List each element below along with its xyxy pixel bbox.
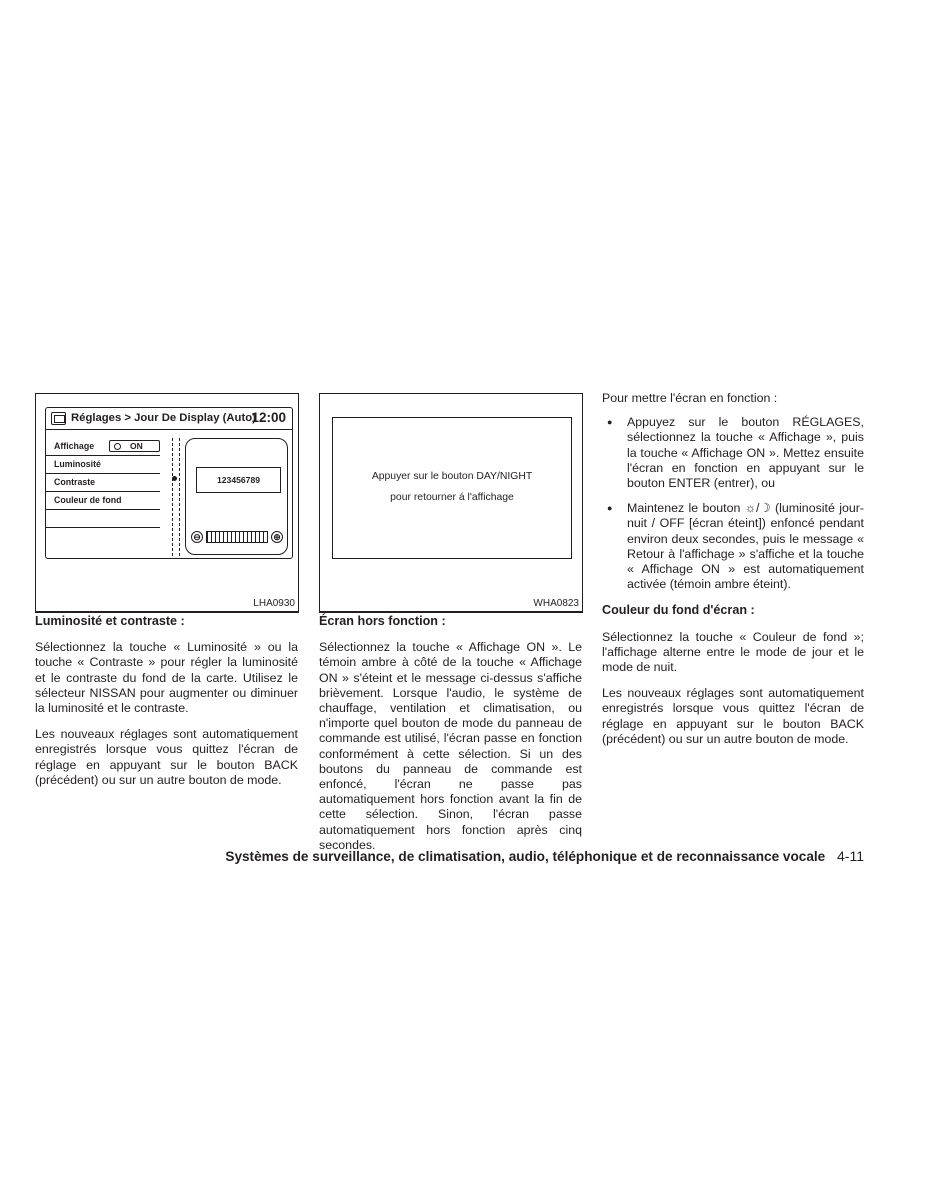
paragraph: Sélectionnez la touche « Affichage ON ». Le témoin ambre à côté de la touche « Affichage ON » s'éteint et le message ci-dessus s'affiche brièvement. Lorsque l'audio, le système de chauffage, ventilation et climatisation, ou n'importe quel bouton de mode du panneau de commande est utilisé, l'écran passe en fonction conformément à cette sélection. Si un des boutons du panneau de commande est enfoncé, l'écran ne passe pas automatiquement hors fonction avant la fin de cette sélection. Sinon, l'écran passe automatiquement hors fonction après cinq secondes. xyxy=(319,640,582,852)
column-3 xyxy=(602,391,864,758)
section-heading: Luminosité et contraste : xyxy=(35,614,185,628)
message-line-2: pour retourner á l'affichage xyxy=(390,492,514,503)
column-1 xyxy=(35,614,298,799)
preview-panel xyxy=(185,438,288,555)
page-footer xyxy=(225,848,864,864)
settings-icon xyxy=(51,412,66,425)
figure-code: LHA0930 xyxy=(253,598,295,609)
screen-header-title: Réglages > Jour De Display (Auto) xyxy=(71,412,256,424)
screen-header xyxy=(46,408,292,430)
menu-item-affichage: Affichage ON xyxy=(46,437,160,456)
brightness-slider xyxy=(191,531,281,543)
toggle-indicator-icon xyxy=(114,443,121,450)
message-screen-illustration xyxy=(332,417,572,559)
scroll-dial xyxy=(172,438,180,556)
minus-icon: ⊖ xyxy=(191,531,203,543)
paragraph: Les nouveaux réglages sont automatiquement enregistrés lorsque vous quittez l'écran de réglage en appuyant sur le bouton BACK (précédent) ou sur un autre bouton de mode. xyxy=(35,727,298,787)
figure-rule xyxy=(319,611,582,612)
menu-item-luminosite: Luminosité xyxy=(46,455,160,474)
list-item: ● Maintenez le bouton ☼/☽ (luminosité jour-nuit / OFF [écran éteint]) enfoncé pendant environ deux secondes, puis le message « Retour à l'affichage » s'affiche et la touche « Affichage ON » est automatiquement activée (témoin ambre éteint). xyxy=(602,501,864,592)
screen-clock: 12:00 xyxy=(251,410,286,425)
section-heading: Écran hors fonction : xyxy=(319,614,446,628)
figure-code: WHA0823 xyxy=(533,598,579,609)
list-item: ● Appuyez sur le bouton RÉGLAGES, sélectionnez la touche « Affichage », puis la touche « Affichage ON ». Mettez ensuite l'écran en fonction en appuyant sur le bouton ENTER (entrer), ou xyxy=(602,415,864,491)
paragraph: Sélectionnez la touche « Luminosité » ou la touche « Contraste » pour régler la luminosité et le contraste du fond de la carte. Utilisez le sélecteur NISSAN pour augmenter ou diminuer la luminosité et le contraste. xyxy=(35,640,298,716)
paragraph: Pour mettre l'écran en fonction : xyxy=(602,391,778,405)
preview-number: 123456789 xyxy=(196,467,281,493)
paragraph: Les nouveaux réglages sont automatiquement enregistrés lorsque vous quittez l'écran de réglage en appuyant sur le bouton BACK (précédent) ou sur un autre bouton de mode. xyxy=(602,686,864,746)
on-toggle: ON xyxy=(109,440,160,452)
footer-title: Systèmes de surveillance, de climatisation, audio, téléphonique et de reconnaissance vocale xyxy=(225,849,826,864)
dial-position-icon xyxy=(172,476,177,481)
figure-screen-off xyxy=(319,393,583,613)
day-night-icon: ☼/☽ xyxy=(744,501,771,516)
bullet-list xyxy=(602,415,864,592)
plus-icon: ⊕ xyxy=(271,531,283,543)
settings-screen-illustration xyxy=(45,407,293,559)
figure-settings-screen xyxy=(35,393,299,613)
column-2 xyxy=(319,614,582,864)
menu-item-empty xyxy=(46,527,160,545)
figure-rule xyxy=(35,611,298,612)
paragraph: Sélectionnez la touche « Couleur de fond »; l'affichage alterne entre le mode de jour et le mode de nuit. xyxy=(602,629,864,675)
section-heading: Couleur du fond d'écran : xyxy=(602,603,755,618)
menu-item-empty xyxy=(46,509,160,528)
page-number: 4-11 xyxy=(837,848,864,864)
slider-bar xyxy=(206,531,268,543)
message-line-1: Appuyer sur le bouton DAY/NIGHT xyxy=(371,471,533,482)
menu-item-contraste: Contraste xyxy=(46,473,160,492)
menu-item-couleur-de-fond: Couleur de fond xyxy=(46,491,160,510)
